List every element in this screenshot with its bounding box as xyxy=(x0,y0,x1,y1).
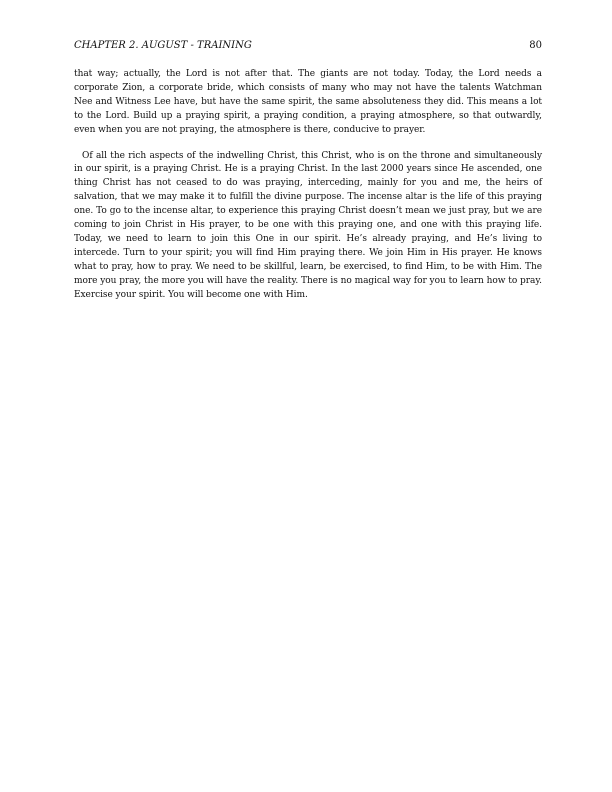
running-header xyxy=(74,40,542,52)
paragraph-continuation: that way; actually, the Lord is not after that. The giants are not today. Today, the Lord needs a corporate Zion, a corporate bride, which consists of many who may not have the talents Watchman Nee and Witness Lee have, but have the same spirit, the same absoluteness they did. This means a lot to the Lord. Build up a praying spirit, a praying condition, a praying atmosphere, so that outwardly, even when you are not praying, the atmosphere is there, conducive to prayer. xyxy=(74,69,542,135)
paragraph-praying-christ: Of all the rich aspects of the indwelling Christ, this Christ, who is on the throne and simultaneously in our spirit, is a praying Christ. He is a praying Christ. In the last 2000 years since He ascended, one thing Christ has not ceased to do was praying, interceding, mainly for you and me, the heirs of salvation, that we may make it to fulfill the divine purpose. The incense altar is the life of this praying one. To go to the incense altar, to experience this praying Christ doesn’t mean we just pray, but we are coming to join Christ in His prayer, to be one with this praying one, and one with this praying life. Today, we need to learn to join this One in our spirit. He’s already praying, and He’s living to intercede. Turn to your spirit; you will find Him praying there. We join Him in His prayer. He knows what to pray, how to pray. We need to be skillful, learn, be exercised, to find Him, to be with Him. The more you pray, the more you will have the reality. There is no magical way for you to learn how to pray. Exercise your spirit. You will become one with Him. xyxy=(74,150,542,300)
chapter-title: CHAPTER 2. AUGUST - TRAINING xyxy=(74,40,252,51)
document-page xyxy=(74,40,542,303)
body-text xyxy=(74,68,542,303)
page-number: 80 xyxy=(529,40,542,51)
